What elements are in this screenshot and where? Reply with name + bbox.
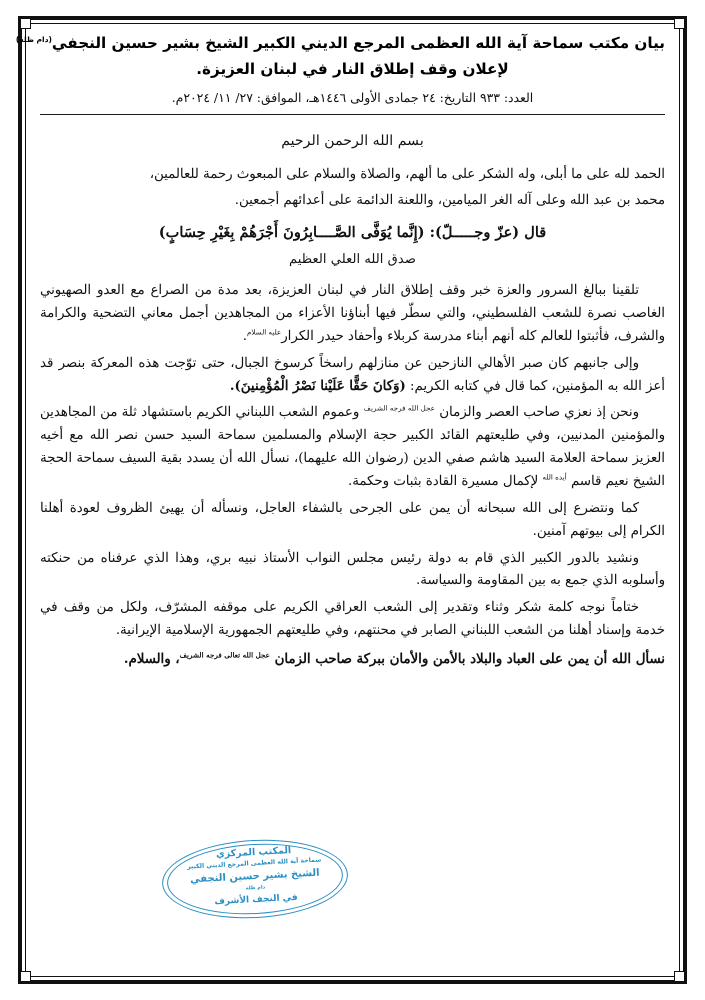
paragraph-1-honorific-note: عليه السلام [246, 327, 282, 337]
paragraph-3-text-b: وعموم الشعب اللبناني الكريم باستشهاد ثلة من المجاهدين والمؤمنين المدنيين، وفي طليعتهم القائد الكبير حجة الإسلام والمسلمين سماحة السيد حسن نصر الله مع أخيه العزيز سماحة العلامة السيد هاشم صفي الدين (رضوان الله عليهما)، نسأل الله أن يسدد بقية السيف سماحة الحجة الشيخ نعيم قاسم [40, 405, 665, 489]
seal-line-1: المكتب المركزي [215, 845, 292, 860]
paragraph-1-text: تلقينا ببالغ السرور والعزة خبر وقف إطلاق النار في لبنان العزيزة، بعد مدة من الصراع مع العدو الصهيوني الغاصب نصرة للشعب الفلسطيني، والتي سطّر فيها أبناؤنا الأعزاء من المجاهدين أجمل معاني التضحية والكرامة والشرف، فأثبتوا للعالم كله أنهم أبناء مدرسة كربلاء وأحفاد حيدر الكرار [40, 283, 665, 344]
header-honorific: (دام ظله) [15, 34, 52, 44]
closing-honorific-note: عجل الله تعالى فرجه الشريف [179, 650, 270, 660]
header-title-line-2: لإعلان وقف إطلاق النار في لبنان العزيزة. [196, 59, 509, 78]
body-paragraph-1 [40, 280, 665, 349]
frame-corner-bottom-left [20, 971, 31, 982]
document-header [15, 30, 665, 115]
official-seal [148, 840, 348, 926]
paragraph-3-text-c: لإكمال مسيرة القادة بثبات وحكمة. [347, 473, 539, 489]
seal-line-5: في النجف الأشرف [214, 892, 298, 908]
header-title-text: بيان مكتب سماحة آية الله العظمى المرجع الديني الكبير الشيخ بشير حسين النجفي [51, 34, 665, 52]
frame-corner-top-left [20, 18, 31, 29]
document-body [40, 129, 665, 672]
frame-corner-top-right [674, 18, 685, 29]
quran-verse-2: (وَكانَ حَقًّا عَلَيْنا نَصْرُ الْمُؤْمِنينَ). [229, 378, 406, 394]
paragraph-1-end: . [242, 328, 247, 344]
seal-graphic [160, 835, 350, 923]
body-paragraph-5: ونشيد بالدور الكبير الذي قام به دولة رئيس مجلس النواب الأستاذ نبيه بري، وهذا الذي عرفناه من حنكته وأسلوبه الذي جمع به بين المقاومة والسياسة. [40, 550, 665, 589]
header-title-line-1 [15, 32, 665, 56]
paragraph-3-text-a: ونحن إذ نعزي صاحب العصر والزمان [439, 405, 639, 421]
body-paragraph-3 [40, 402, 665, 493]
basmala-line: بسم الله الرحمن الرحيم [281, 133, 424, 150]
paragraph-3-honorific-note-2: أيده الله [542, 472, 567, 482]
document-content [15, 30, 665, 966]
seal-line-4: دام ظله [245, 884, 266, 892]
seal-line-3: الشيخ بشير حسين النجفي [189, 867, 320, 886]
praise-paragraph-1: الحمد لله على ما أبلى، وله الشكر على ما ألهم، والصلاة والسلام على المبعوث رحمة للعالمين، [149, 166, 665, 182]
seal-line-2: سماحة آية الله العظمى المرجع الديني الكبير [187, 856, 322, 871]
closing-text-a: نسأل الله أن يمن على العباد والبلاد بالأمن والأمان ببركة صاحب الزمان [274, 651, 665, 667]
frame-corner-bottom-right [674, 971, 685, 982]
verse-1-text: (إِنَّما يُوَفَّى الصَّــــابِرُونَ أَجْرَهُمْ بِغَيْرِ حِسَابٍ) [158, 224, 425, 242]
verse-closing-phrase: صدق الله العلي العظيم [288, 252, 417, 268]
issue-date-line: العدد: ٩٣٣ التاريخ: ٢٤ جمادى الأولى ١٤٤٦هـ، الموافق: ٢٧/ ١١/ ٢٠٢٤م. [171, 90, 534, 106]
body-paragraph-6: ختاماً نوجه كلمة شكر وثناء وتقدير إلى الشعب العراقي الكريم على موقفه المشرّف، ولكل من وقف في خدمة وإسناد أهلنا من الشعب اللبناني الصابر في محنتهم، وفي طليعتهم الجمهورية الإسلامية الإيرانية. [40, 600, 665, 639]
header-divider [40, 114, 665, 115]
paragraph-2-text: وإلى جانبهم كان صبر الأهالي النازحين عن منازلهم راسخاً كرسوخ الجبال، حتى توّجت هذه المعركة بنصر قد أعز الله به المؤمنين، كما قال في كتابه الكريم: [40, 355, 665, 394]
verse-intro-text: قال (عزّ وجـــــلّ): [429, 224, 547, 242]
praise-paragraph-2: محمد بن عبد الله وعلى آله الغر الميامين، واللعنة الدائمة على أعدائهم أجمعين. [234, 193, 665, 209]
body-paragraph-2 [40, 353, 665, 399]
closing-text-b: ، والسلام. [123, 651, 180, 667]
quran-verse-1 [40, 220, 665, 245]
paragraph-3-honorific-note-1: عجل الله فرجه الشريف [363, 403, 436, 413]
closing-supplication [40, 649, 665, 672]
body-paragraph-4: كما ونتضرع إلى الله سبحانه أن يمن على الجرحى بالشفاء العاجل، ونسأله أن يهيئ الظروف لعودة أهلنا الكرام إلى بيوتهم آمنين. [40, 500, 665, 539]
